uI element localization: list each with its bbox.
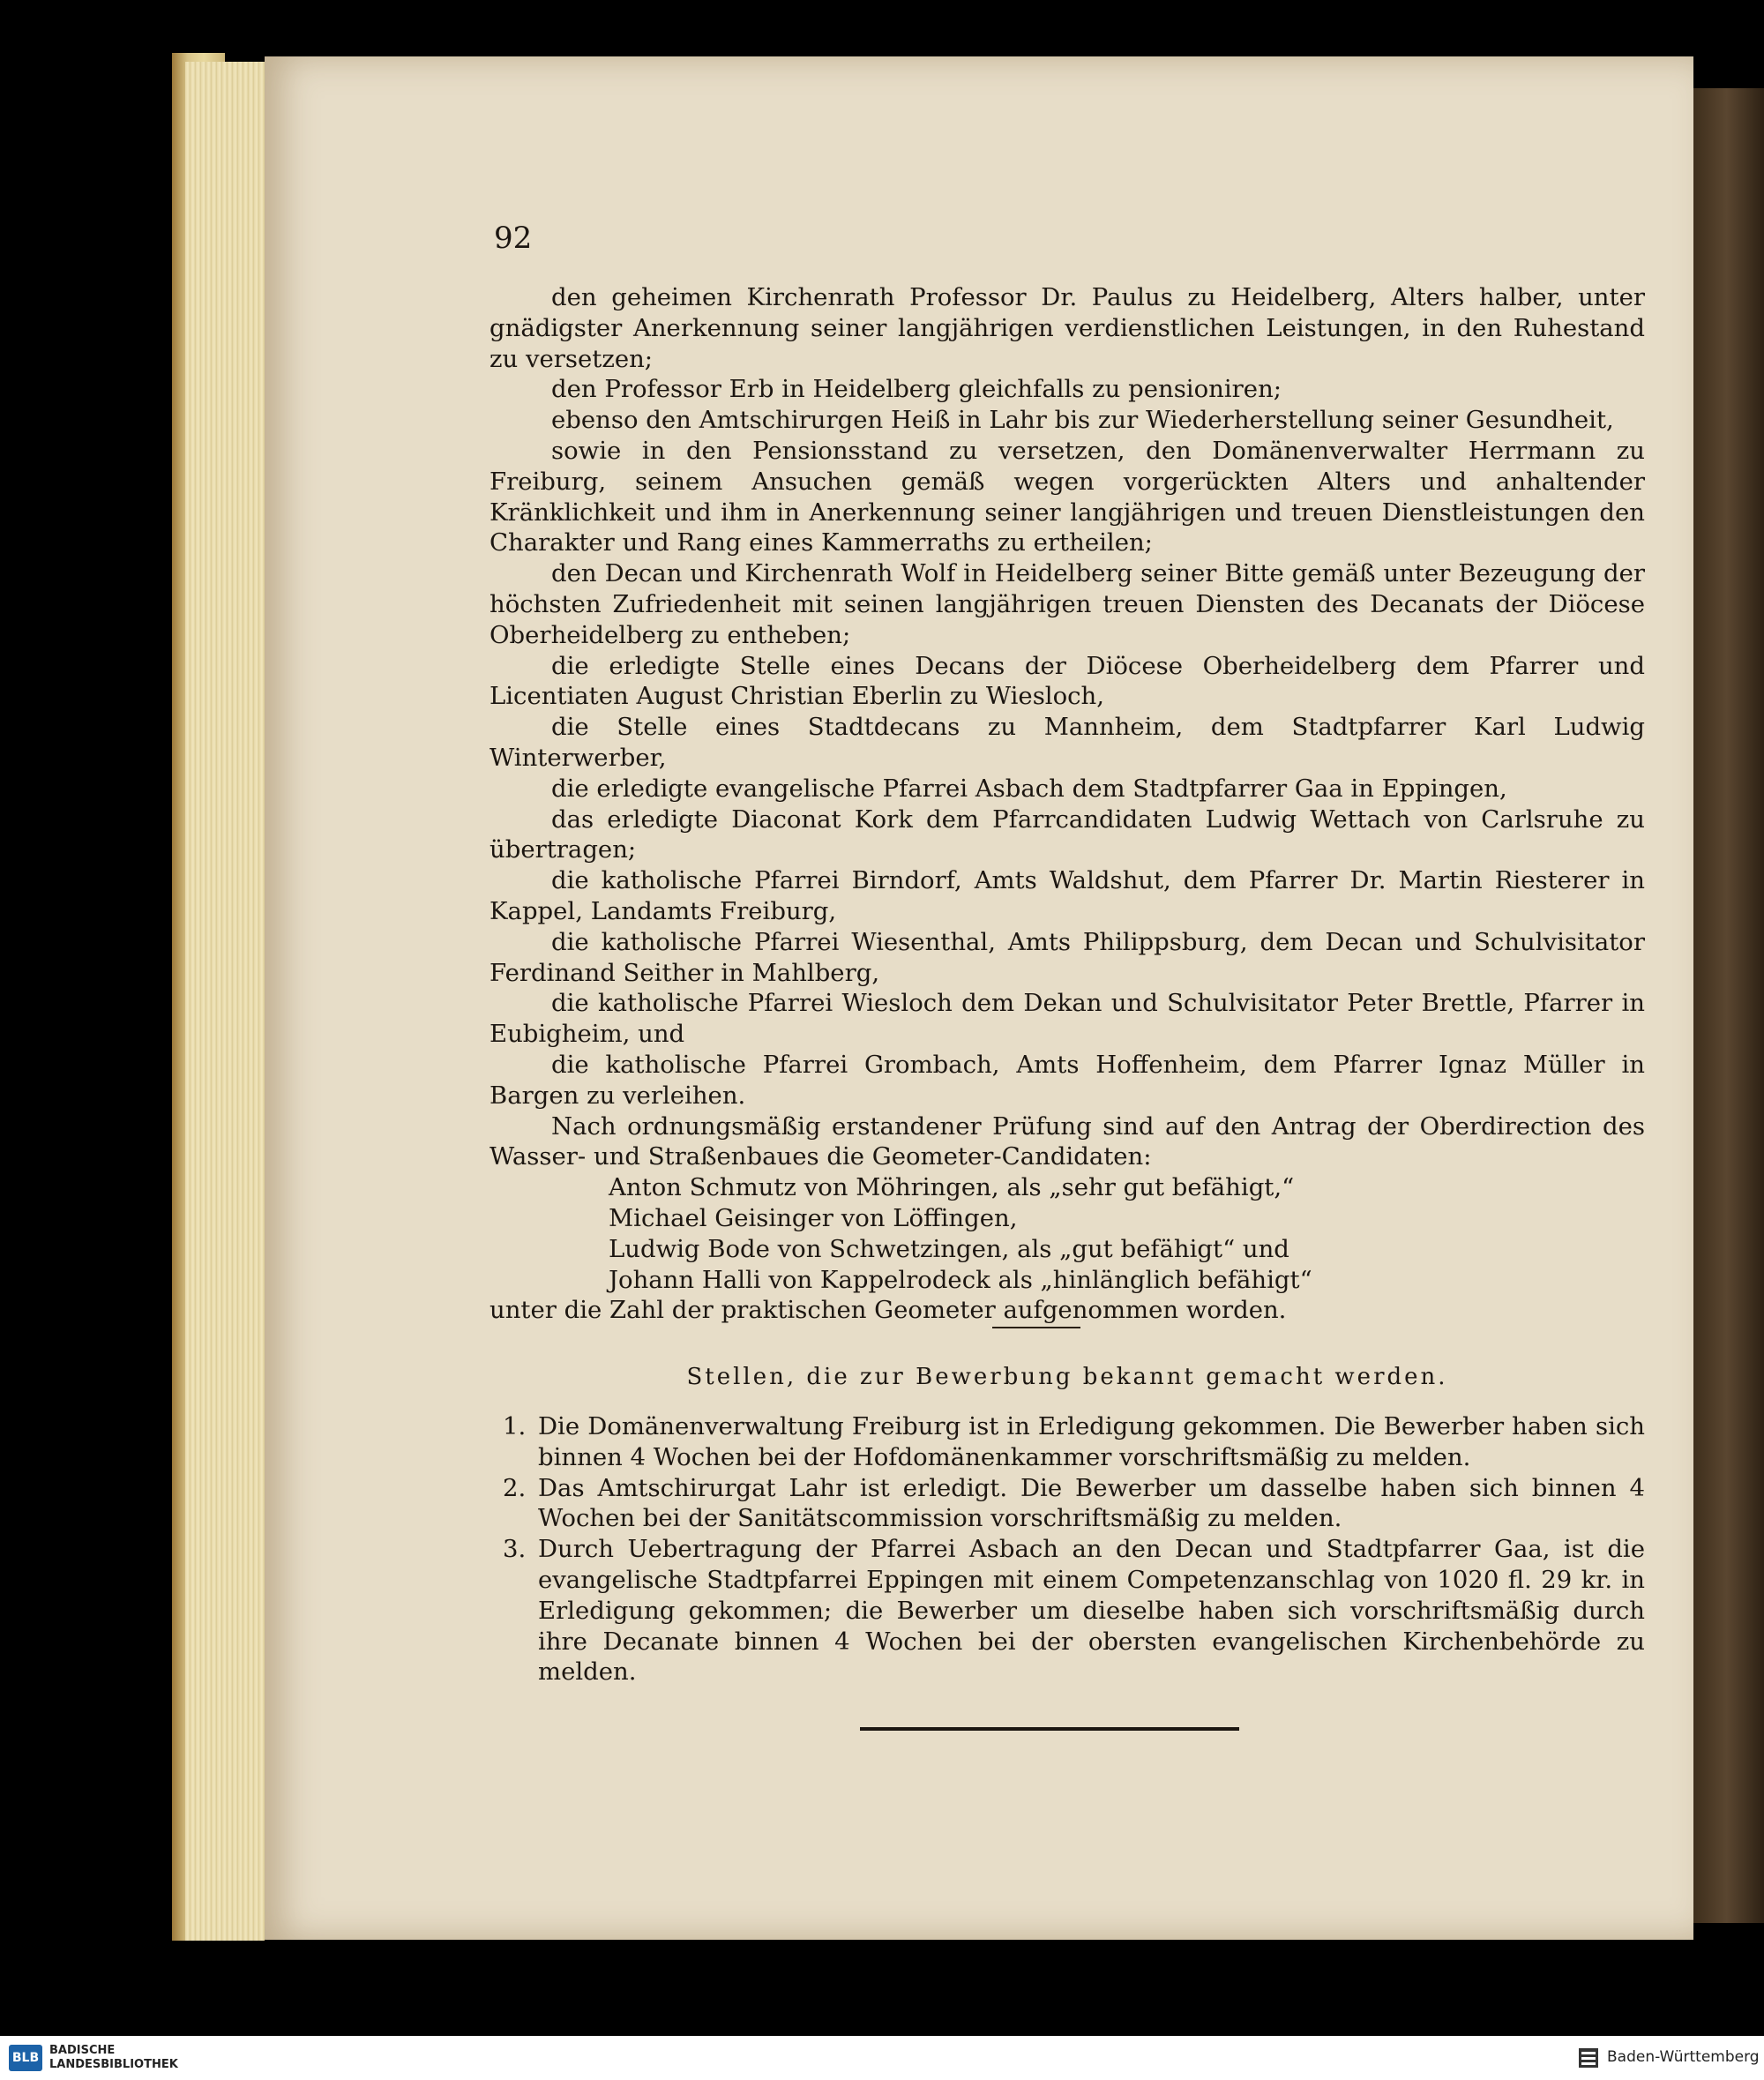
candidate-line: Ludwig Bode von Schwetzingen, als „gut befähigt“ und: [609, 1234, 1289, 1263]
paragraph: die erledigte evangelische Pfarrei Asbach dem Stadtpfarrer Gaa in Eppingen,: [551, 774, 1507, 803]
vacancy-text: Das Amtschirurgat Lahr ist erledigt. Die Bewerber um dasselbe haben sich binnen 4 Wochen bei der Sanitätscommission vorschriftsmäßig zu melden.: [538, 1473, 1645, 1533]
section-heading: Stellen, die zur Bewerbung bekannt gemacht werden.: [686, 1364, 1448, 1390]
blb-logo-icon[interactable]: BLB: [9, 2045, 42, 2071]
vacancy-list: [503, 1411, 1645, 1687]
paragraph: ebenso den Amtschirurgen Heiß in Lahr bis zur Wiederherstellung seiner Gesundheit,: [551, 406, 1614, 435]
section-divider: [992, 1327, 1080, 1328]
footer-bar: [0, 2036, 1764, 2080]
paragraph: die katholische Pfarrei Wiesenthal, Amts Philippsburg, dem Decan und Schulvisitator Ferdinand Seither in Mahlberg,: [490, 927, 1645, 987]
end-rule: [860, 1727, 1239, 1731]
body-text: [490, 282, 1645, 1326]
vacancy-number: 1.: [503, 1412, 527, 1440]
vacancy-number: 3.: [503, 1535, 527, 1564]
candidate-line: Anton Schmutz von Möhringen, als „sehr gut befähigt,“: [609, 1173, 1295, 1202]
closing-line: unter die Zahl der praktischen Geometer aufgenommen worden.: [490, 1296, 1287, 1325]
vacancy-item: [503, 1411, 1645, 1473]
paragraph: die erledigte Stelle eines Decans der Diöcese Oberheidelberg dem Pfarrer und Licentiaten August Christian Eberlin zu Wiesloch,: [490, 651, 1645, 711]
vacancy-item: [503, 1473, 1645, 1535]
facing-page-edge: [1689, 88, 1764, 1923]
candidate-line: Johann Halli von Kappelrodeck als „hinlänglich befähigt“: [609, 1265, 1312, 1294]
blb-wordmark[interactable]: [49, 2044, 178, 2072]
paragraph: die katholische Pfarrei Grombach, Amts Hoffenheim, dem Pfarrer Ignaz Müller in Bargen zu verleihen.: [490, 1050, 1645, 1110]
candidate-line: Michael Geisinger von Löffingen,: [609, 1203, 1018, 1232]
paragraph: die katholische Pfarrei Wiesloch dem Dekan und Schulvisitator Peter Brettle, Pfarrer in Eubigheim, und: [490, 989, 1645, 1049]
vacancy-text: Die Domänenverwaltung Freiburg ist in Erledigung gekommen. Die Bewerber haben sich binnen 4 Wochen bei der Hofdomänenkammer vorschriftsmäßig zu melden.: [538, 1412, 1645, 1471]
paragraph: den Professor Erb in Heidelberg gleichfalls zu pensioniren;: [551, 375, 1282, 404]
paragraph: den Decan und Kirchenrath Wolf in Heidelberg seiner Bitte gemäß unter Bezeugung der höchsten Zufriedenheit mit seinen langjährigen treuen Diensten des Decanats der Diöcese Oberheidelberg zu entheben;: [490, 559, 1645, 649]
baden-wuerttemberg-wordmark[interactable]: Baden-Württemberg: [1607, 2048, 1760, 2066]
paragraph: die Stelle eines Stadtdecans zu Mannheim, dem Stadtpfarrer Karl Ludwig Winterwerber,: [490, 713, 1645, 772]
vacancy-number: 2.: [503, 1473, 527, 1502]
vacancy-item: [503, 1534, 1645, 1687]
blb-line2: LANDESBIBLIOTHEK: [49, 2058, 178, 2071]
paragraph: das erledigte Diaconat Kork dem Pfarrcandidaten Ludwig Wettach von Carlsruhe zu übertragen;: [490, 804, 1645, 864]
paragraph: die katholische Pfarrei Birndorf, Amts Waldshut, dem Pfarrer Dr. Martin Riesterer in Kappel, Landamts Freiburg,: [490, 866, 1645, 925]
baden-wuerttemberg-crest-icon: [1577, 2046, 1600, 2069]
paragraph: Nach ordnungsmäßig erstandener Prüfung sind auf den Antrag der Oberdirection des Wasser- und Straßenbaues die Geometer-Candidaten:: [490, 1111, 1645, 1171]
page-stack: [185, 62, 265, 1941]
vacancy-text: Durch Uebertragung der Pfarrei Asbach an den Decan und Stadtpfarrer Gaa, ist die evangelische Stadtpfarrei Eppingen mit einem Competenzanschlag von 1020 fl. 29 kr. in Erledigung gekommen; die Bewerber um dieselbe haben sich vorschriftsmäßig durch ihre Decanate binnen 4 Wochen bei der obersten evangelischen Kirchenbehörde zu melden.: [538, 1535, 1645, 1687]
page-number: 92: [494, 221, 533, 256]
blb-line1: BADISCHE: [49, 2044, 116, 2057]
paragraph: den geheimen Kirchenrath Professor Dr. Paulus zu Heidelberg, Alters halber, unter gnädigster Anerkennung seiner langjährigen verdienstlichen Leistungen, in den Ruhestand zu versetzen;: [490, 283, 1645, 373]
paragraph: sowie in den Pensionsstand zu versetzen, den Domänenverwalter Herrmann zu Freiburg, seinem Ansuchen gemäß wegen vorgerückten Alters und anhaltender Kränklichkeit und ihm in Anerkennung seiner langjährigen und treuen Dienstleistungen den Charakter und Rang eines Kammerraths zu ertheilen;: [490, 436, 1645, 557]
